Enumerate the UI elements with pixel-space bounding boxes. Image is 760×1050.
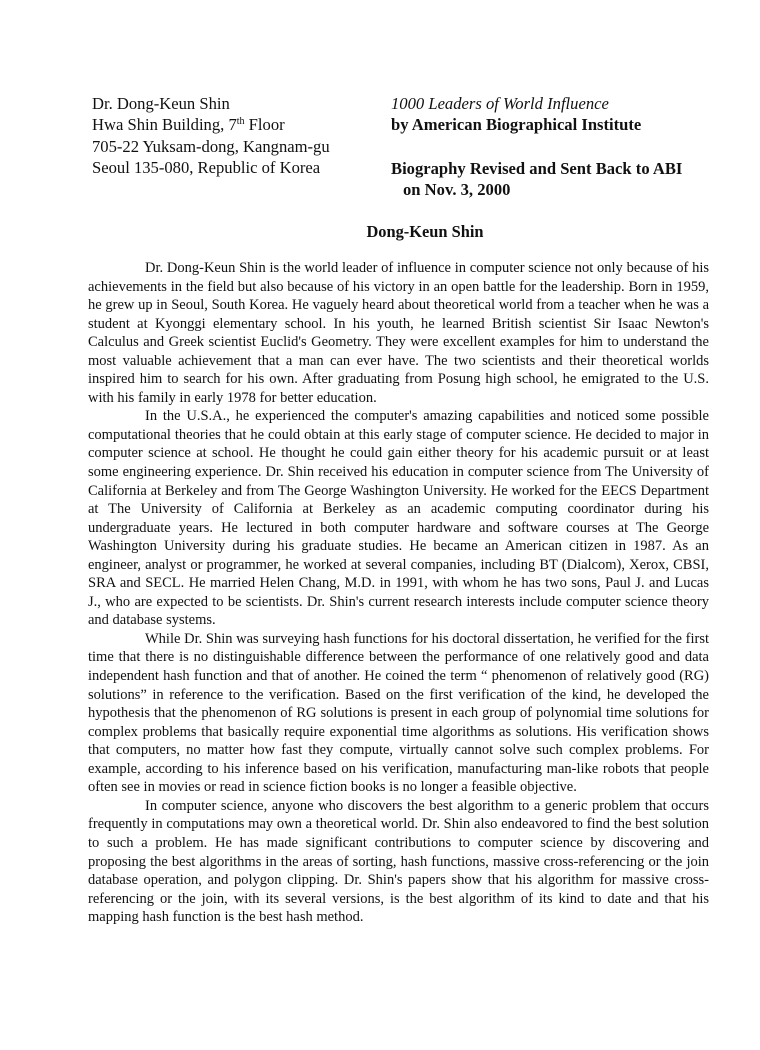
paragraph-4: In computer science, anyone who discovers the best algorithm to a generic problem that occurs frequently in computations may own a theoretical world. Dr. Shin also endeavored to find the best solution to such a problem. He has made significant contributions to computer science by discovering and proposing the best algorithms in the areas of sorting, hash functions, massive cross-referencing or the join database operation, and polygon clipping. Dr. Shin's papers show that his algorithm for massive cross-referencing or the join, with its several versions, is the best algorithm of its kind to date and that his mapping hash function is the best hash method. — [88, 797, 709, 926]
floor-ordinal: th — [236, 116, 245, 128]
reference-block — [391, 93, 731, 201]
sender-building — [92, 114, 392, 135]
paragraph-1: Dr. Dong-Keun Shin is the world leader of influence in computer science not only because of his achievements in the field but also because of his victory in an open battle for the leadership. Born in 1959, he grew up in Seoul, South Korea. He vaguely heard about theoretical world from a teacher when he was a student at Kyonggi elementary school. In his youth, he learned British scientist Sir Isaac Newton's Calculus and Greek scientist Euclid's Geometry. They were excellent examples for him to understand the most valuable achievement that a man can ever have. The two scientists and their theoretical worlds inspired him to search for his own. After graduating from Posung high school, he emigrated to the U.S. with his family in early 1978 for better education. — [88, 260, 709, 406]
building-name: Hwa Shin Building, 7 — [92, 115, 237, 135]
sender-street: 705-22 Yuksam-dong, Kangnam-gu — [92, 136, 330, 156]
publisher-line: by American Biographical Institute — [391, 115, 642, 135]
sender-city: Seoul 135-080, Republic of Korea — [92, 158, 321, 178]
paragraph-3: While Dr. Shin was surveying hash functions for his doctoral dissertation, he verified for the first time that there is no distinguishable difference between the performance of one relatively good and data independent hash function and that of another. He coined the term “ phenomenon of relatively good (RG) solutions” in reference to the verification. Based on the first verification of the kind, he developed the hypothesis that the phenomenon of RG solutions is present in each group of polynomial time solutions for complex problems that basically require exponential time algorithms as solutions. His verification shows that computers, no matter how fast they compute, virtually cannot solve such complex problems. For example, according to his inference based on his verification, manufacturing man-like robots that people often see in movies or read in science fiction books is no longer a feasible objective. — [88, 630, 709, 796]
biography-body — [88, 259, 709, 927]
document-title: Dong-Keun Shin — [366, 222, 484, 241]
paragraph-2: In the U.S.A., he experienced the computer's amazing capabilities and noticed some possible computational theories that he could obtain at this early stage of computer science. He decided to major in computer science at school. He thought he could gain either theory for his academic pursuit or at least some engineering experience. Dr. Shin received his education in computer science from The University of California at Berkeley and from The George Washington University. He worked for the EECS Department at The University of California at Berkeley as an academic computing coordinator during his undergraduate years. He lectured in both computer hardware and software courses at The George Washington University during his graduate studies. He became an American citizen in 1987. As an engineer, analyst or programmer, he worked at several companies, including BT (Dialcom), Xerox, CBSI, SRA and SECL. He married Helen Chang, M.D. in 1991, with whom he has two sons, Paul J. and Lucas J., who are expected to be scientists. Dr. Shin's current research interests include computer science theory and database systems. — [88, 408, 709, 629]
reference-spacer — [391, 136, 731, 158]
sender-name: Dr. Dong-Keun Shin — [92, 94, 230, 113]
publication-title: 1000 Leaders of World Influence — [391, 94, 609, 113]
document-title-wrap — [0, 222, 760, 242]
status-line-1: Biography Revised and Sent Back to ABI — [391, 158, 683, 178]
floor-label: Floor — [244, 115, 285, 135]
status-line-2: on Nov. 3, 2000 — [403, 180, 511, 200]
sender-address-block — [92, 93, 392, 179]
